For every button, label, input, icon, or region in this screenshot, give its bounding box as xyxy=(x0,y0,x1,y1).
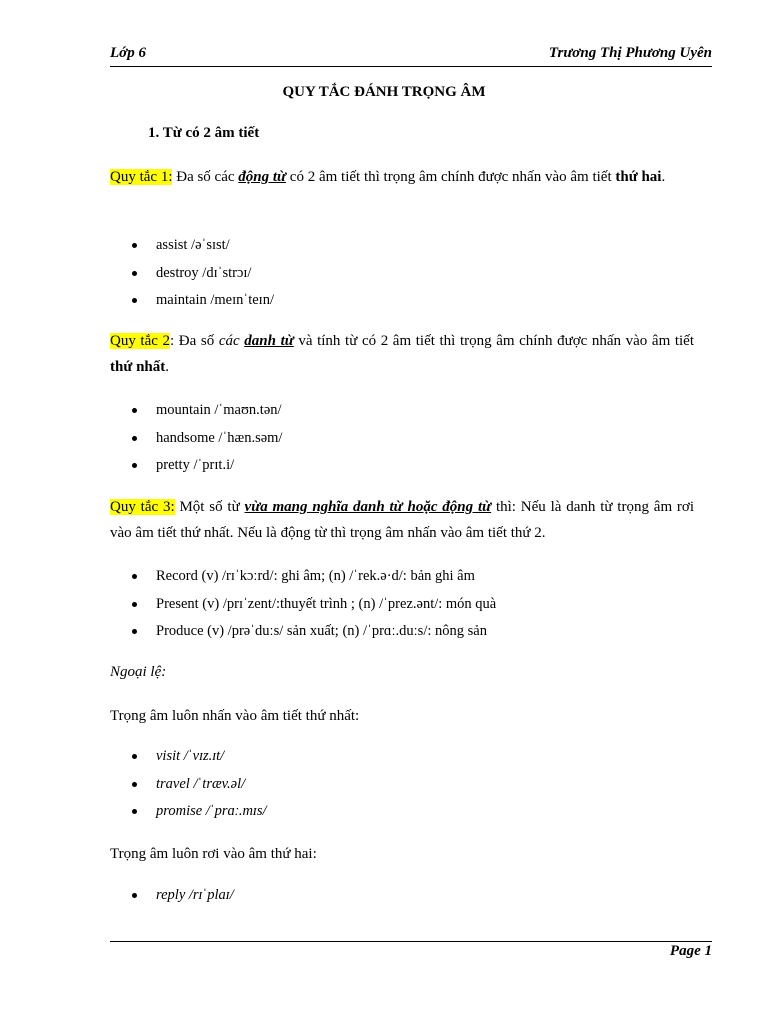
list-item: mountain /ˈmaʊn.tən/ xyxy=(128,399,282,427)
rule-text-italic: các xyxy=(218,333,240,349)
page-header xyxy=(110,44,712,67)
rule-text: thì: Nếu là danh từ trọng âm rơi vào âm tiết thứ nhất. Nếu là động từ thì trọng âm nhấn vào âm tiết thứ 2. xyxy=(110,499,695,541)
rule-1-emphasis: động từ xyxy=(238,169,287,185)
example-list-3 xyxy=(128,565,496,648)
list-item: Record (v) /rɪˈkɔːrd/: ghi âm; (n) /ˈrek.ə·d/: bản ghi âm xyxy=(128,565,496,593)
header-author: Trương Thị Phương Uyên xyxy=(548,45,712,61)
list-item: Produce (v) /prəˈduːs/ sản xuất; (n) /ˈprɑː.duːs/: nông sản xyxy=(128,620,496,648)
rule-2-label: Quy tắc 2 xyxy=(110,333,171,349)
rule-text: Một số từ xyxy=(174,499,245,515)
rule-1-bold: thứ hai xyxy=(615,169,662,185)
list-item: promise /ˈprɑː.mɪs/ xyxy=(128,800,267,828)
rule-3-label: Quy tắc 3: xyxy=(110,499,175,515)
page-title: QUY TẮC ĐÁNH TRỌNG ÂM xyxy=(282,84,486,100)
footer-divider xyxy=(110,941,712,942)
list-item: travel /ˈtræv.əl/ xyxy=(128,773,267,801)
list-item: pretty /ˈprɪt.i/ xyxy=(128,454,282,482)
list-item: destroy /dɪˈstrɔɪ/ xyxy=(128,262,274,290)
rule-text: . xyxy=(165,359,170,375)
rule-2-bold: thứ nhất xyxy=(110,359,166,375)
exceptions-heading: Ngoại lệ: xyxy=(110,664,167,680)
example-list-5 xyxy=(128,884,234,912)
list-item: maintain /meɪnˈteɪn/ xyxy=(128,289,274,317)
exception-1-text: Trọng âm luôn nhấn vào âm tiết thứ nhất: xyxy=(110,708,360,724)
rule-1-label: Quy tắc 1: xyxy=(110,169,173,185)
header-class: Lớp 6 xyxy=(110,45,146,61)
rule-2-emphasis: danh từ xyxy=(244,333,294,349)
rule-text: : Đa số xyxy=(170,333,219,349)
page-number: Page 1 xyxy=(669,943,712,959)
rule-text: và tính từ có 2 âm tiết thì trọng âm chính được nhấn vào âm tiết xyxy=(293,333,694,349)
rule-3 xyxy=(110,494,694,546)
rule-text: . xyxy=(661,169,666,185)
rule-1 xyxy=(110,164,694,190)
section-heading: 1. Từ có 2 âm tiết xyxy=(148,125,260,141)
example-list-2 xyxy=(128,399,282,482)
exception-2-text: Trọng âm luôn rơi vào âm thứ hai: xyxy=(110,846,317,862)
example-list-4 xyxy=(128,745,267,828)
list-item: Present (v) /prɪˈzent/:thuyết trình ; (n) /ˈprez.ənt/: món quà xyxy=(128,593,496,621)
list-item: assist /əˈsɪst/ xyxy=(128,234,274,262)
rule-3-emphasis: vừa mang nghĩa danh từ hoặc động từ xyxy=(244,499,492,515)
list-item: handsome /ˈhæn.səm/ xyxy=(128,427,282,455)
list-item: reply /rɪˈplaɪ/ xyxy=(128,884,234,912)
rule-text: Đa số các xyxy=(172,169,239,185)
list-item: visit /ˈvɪz.ɪt/ xyxy=(128,745,267,773)
rule-2 xyxy=(110,328,694,380)
rule-text: có 2 âm tiết thì trọng âm chính được nhấn vào âm tiết xyxy=(286,169,616,185)
example-list-1 xyxy=(128,234,274,317)
